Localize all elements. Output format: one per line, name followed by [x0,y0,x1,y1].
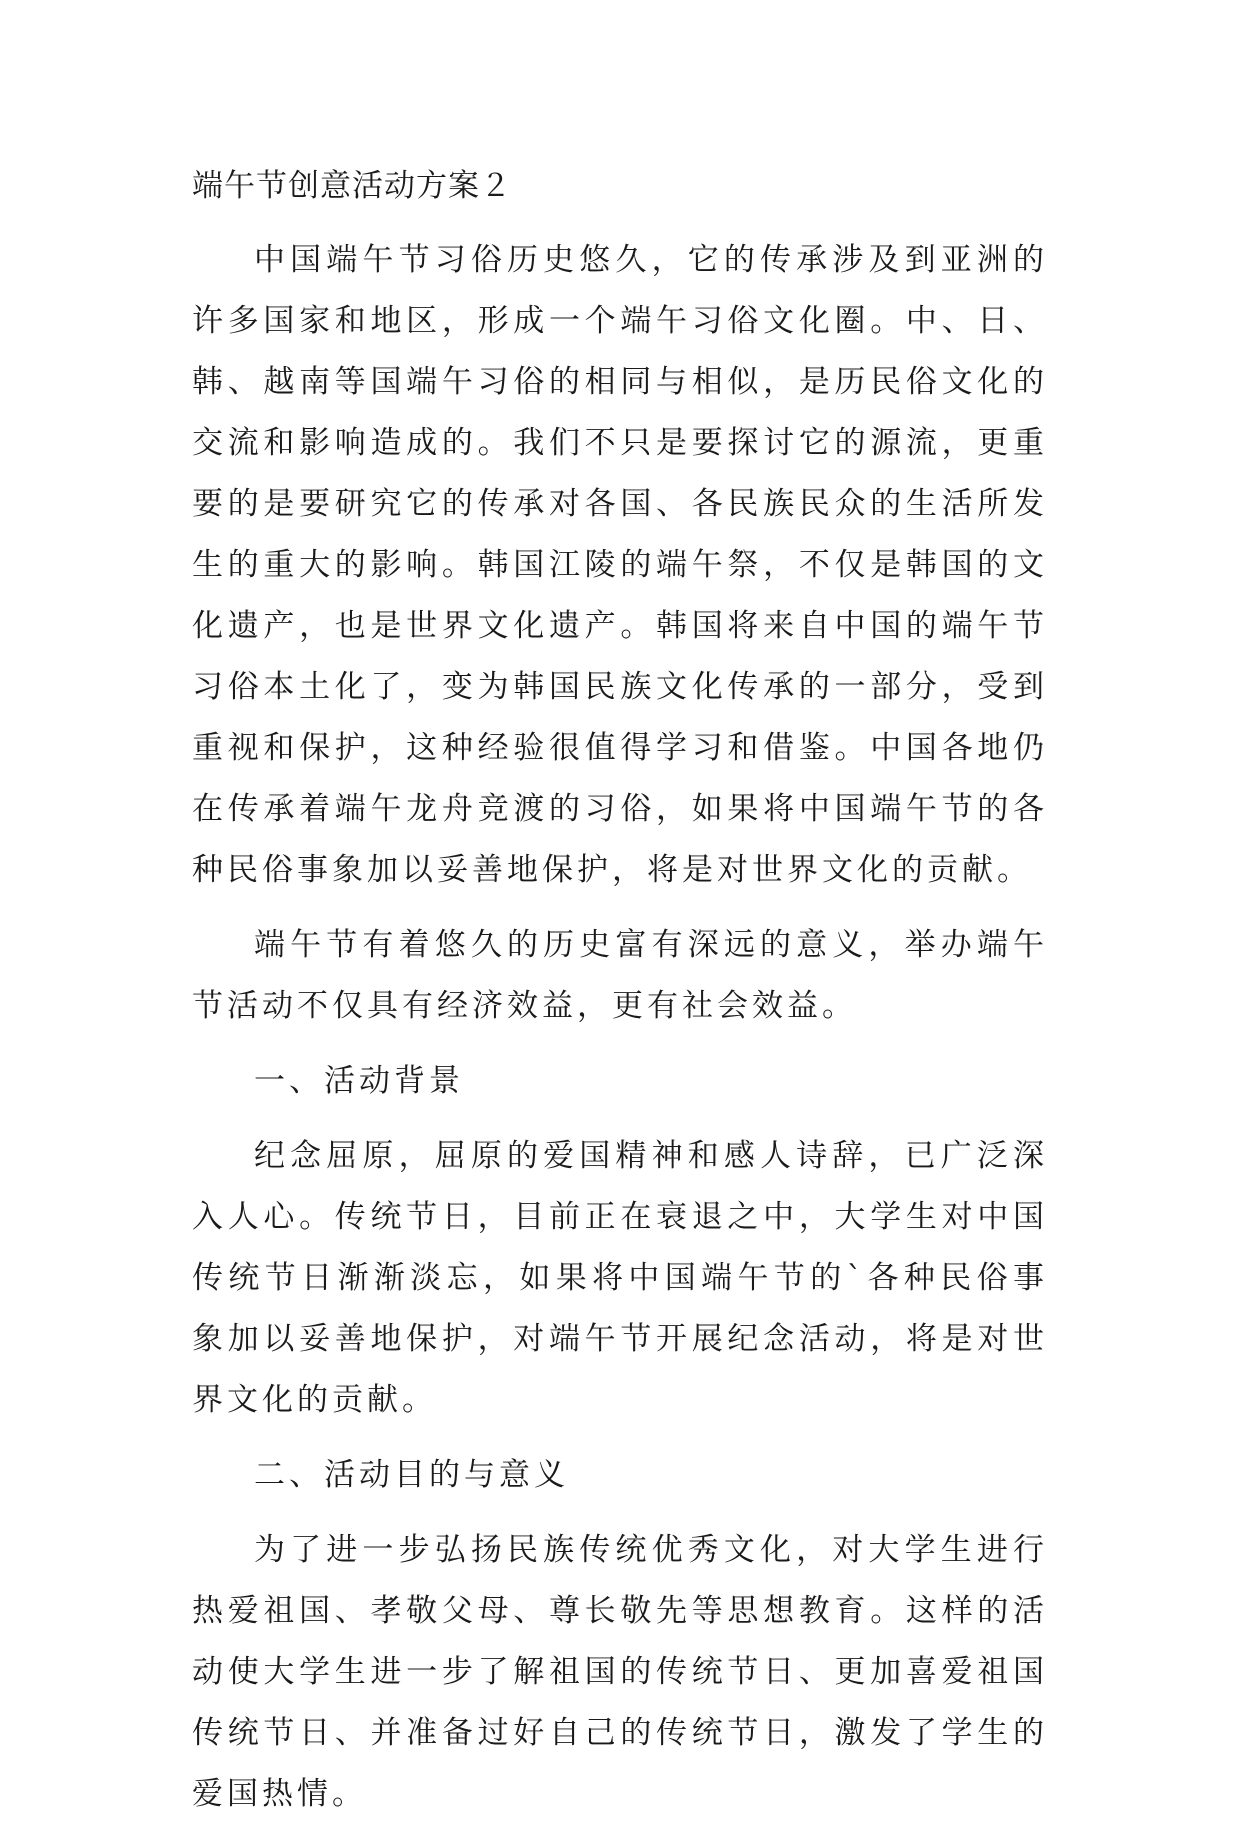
document-title: 端午节创意活动方案２ [192,168,512,204]
section-body-background: 纪念屈原，屈原的爱国精神和感人诗辞，已广泛深入人心。传统节日，目前正在衰退之中，大学生对中国传统节日渐渐淡忘，如果将中国端午节的`各种民俗事象加以妥善地保护，对端午节开展纪念活动，将是对世界文化的贡献。 [192,1138,1048,1418]
section-heading-background: 一、活动背景 [254,1063,464,1099]
intro-paragraph-1: 中国端午节习俗历史悠久，它的传承涉及到亚洲的许多国家和地区，形成一个端午习俗文化圈。中、日、韩、越南等国端午习俗的相同与相似，是历民俗文化的交流和影响造成的。我们不只是要探讨它的源流，更重要的是要研究它的传承对各国、各民族民众的生活所发生的重大的影响。韩国江陵的端午祭，不仅是韩国的文化遗产，也是世界文化遗产。韩国将来自中国的端午节习俗本土化了，变为韩国民族文化传承的一部分，受到重视和保护，这种经验很值得学习和借鉴。中国各地仍在传承着端午龙舟竞渡的习俗，如果将中国端午节的各种民俗事象加以妥善地保护，将是对世界文化的贡献。 [192,242,1048,888]
section-body-purpose: 为了进一步弘扬民族传统优秀文化，对大学生进行热爱祖国、孝敬父母、尊长敬先等思想教育。这样的活动使大学生进一步了解祖国的传统节日、更加喜爱祖国传统节日、并准备过好自己的传统节日，激发了学生的爱国热情。 [192,1532,1048,1812]
intro-paragraph-2: 端午节有着悠久的历史富有深远的意义，举办端午节活动不仅具有经济效益，更有社会效益。 [192,927,1048,1024]
document-page [192,160,1048,1839]
section-heading-purpose: 二、活动目的与意义 [254,1457,569,1493]
